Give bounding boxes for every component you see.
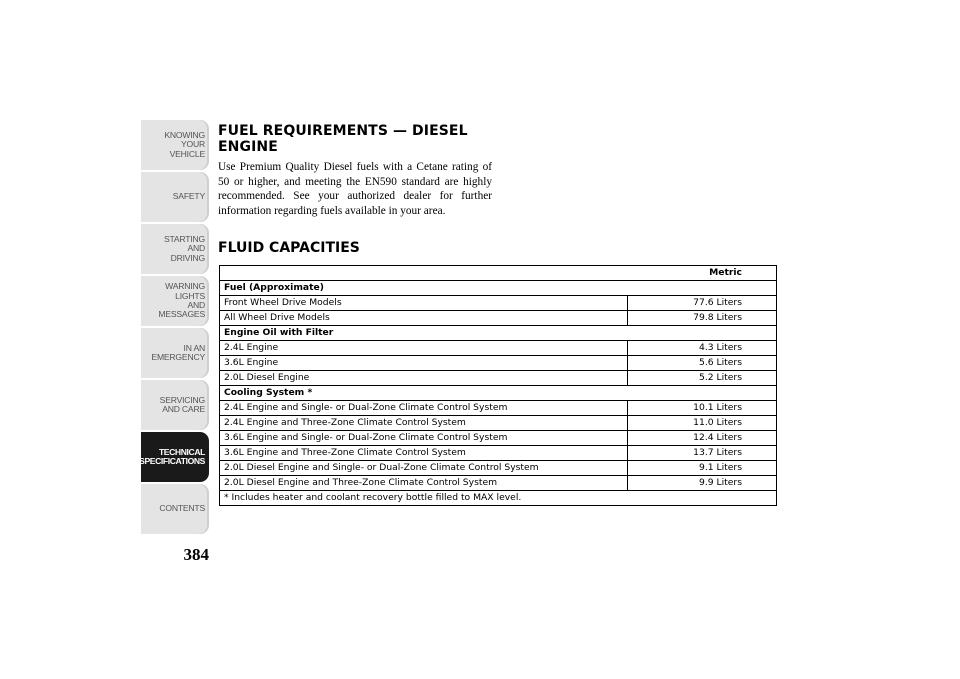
- row-value: 4.3 Liters: [628, 341, 777, 356]
- fluid-capacities-table: [219, 265, 777, 506]
- tab-label: STARTING AND DRIVING: [163, 233, 205, 263]
- tab-label: KNOWING YOUR VEHICLE: [164, 129, 205, 159]
- table-header-row: [220, 266, 777, 281]
- tab-servicing-and-care[interactable]: [141, 380, 209, 430]
- table-section-row: [220, 326, 777, 341]
- table-row: [220, 446, 777, 461]
- row-item: 2.4L Engine and Single- or Dual-Zone Climate Control System: [220, 401, 628, 416]
- table-row: [220, 296, 777, 311]
- tab-label: TECHNICAL SPECIFICATIONS: [139, 446, 205, 466]
- tab-starting-and-driving[interactable]: [141, 224, 209, 274]
- row-value: 5.2 Liters: [628, 371, 777, 386]
- table-row: [220, 311, 777, 326]
- cooling-heading: Cooling System *: [220, 386, 777, 401]
- row-value: 79.8 Liters: [628, 311, 777, 326]
- row-item: 2.0L Diesel Engine and Single- or Dual-Zone Climate Control System: [220, 461, 628, 476]
- row-value: 12.4 Liters: [628, 431, 777, 446]
- table-row: [220, 356, 777, 371]
- row-value: 9.1 Liters: [628, 461, 777, 476]
- table-row: [220, 476, 777, 491]
- table-footnote-row: [220, 491, 777, 506]
- main-content: [218, 123, 778, 256]
- page-number: 384: [183, 545, 209, 564]
- row-value: 13.7 Liters: [628, 446, 777, 461]
- tab-warning-lights-and-messages[interactable]: [141, 276, 209, 326]
- metric-header: Metric: [220, 266, 777, 281]
- row-item: 2.0L Diesel Engine: [220, 371, 628, 386]
- tab-in-an-emergency[interactable]: [141, 328, 209, 378]
- fuel-requirements-text: Use Premium Quality Diesel fuels with a Cetane rating of 50 or higher, and meeting the EN590 standard are highly recommended. See your authorized dealer for further information regarding fuels available in your area.: [218, 161, 492, 217]
- row-item: All Wheel Drive Models: [220, 311, 628, 326]
- table-row: [220, 401, 777, 416]
- row-value: 10.1 Liters: [628, 401, 777, 416]
- fuel-heading: Fuel (Approximate): [220, 281, 777, 296]
- fluid-capacities-heading: FLUID CAPACITIES: [218, 240, 360, 256]
- table-row: [220, 371, 777, 386]
- row-item: 3.6L Engine: [220, 356, 628, 371]
- row-item: 3.6L Engine and Three-Zone Climate Control System: [220, 446, 628, 461]
- tab-label: IN AN EMERGENCY: [151, 342, 205, 362]
- tab-label: SERVICING AND CARE: [159, 394, 205, 414]
- oil-heading: Engine Oil with Filter: [220, 326, 777, 341]
- table-section-row: [220, 281, 777, 296]
- table-row: [220, 416, 777, 431]
- row-item: Front Wheel Drive Models: [220, 296, 628, 311]
- row-item: 2.4L Engine: [220, 341, 628, 356]
- tab-safety[interactable]: [141, 172, 209, 222]
- table-section-row: [220, 386, 777, 401]
- table-row: [220, 431, 777, 446]
- tab-label: WARNING LIGHTS AND MESSAGES: [158, 281, 205, 320]
- table-row: [220, 341, 777, 356]
- tab-contents[interactable]: [141, 484, 209, 534]
- row-item: 2.0L Diesel Engine and Three-Zone Climate Control System: [220, 476, 628, 491]
- tab-label: SAFETY: [172, 191, 205, 202]
- row-item: 2.4L Engine and Three-Zone Climate Control System: [220, 416, 628, 431]
- row-item: 3.6L Engine and Single- or Dual-Zone Climate Control System: [220, 431, 628, 446]
- row-value: 77.6 Liters: [628, 296, 777, 311]
- table-row: [220, 461, 777, 476]
- row-value: 9.9 Liters: [628, 476, 777, 491]
- table-footnote: * Includes heater and coolant recovery bottle filled to MAX level.: [220, 491, 777, 506]
- tab-label: CONTENTS: [159, 503, 205, 514]
- fuel-requirements-heading: FUEL REQUIREMENTS — DIESEL ENGINE: [218, 123, 468, 155]
- tab-knowing-your-vehicle[interactable]: [141, 120, 209, 170]
- chapter-tabs: [141, 120, 209, 536]
- row-value: 5.6 Liters: [628, 356, 777, 371]
- tab-technical-specifications[interactable]: [141, 432, 209, 482]
- row-value: 11.0 Liters: [628, 416, 777, 431]
